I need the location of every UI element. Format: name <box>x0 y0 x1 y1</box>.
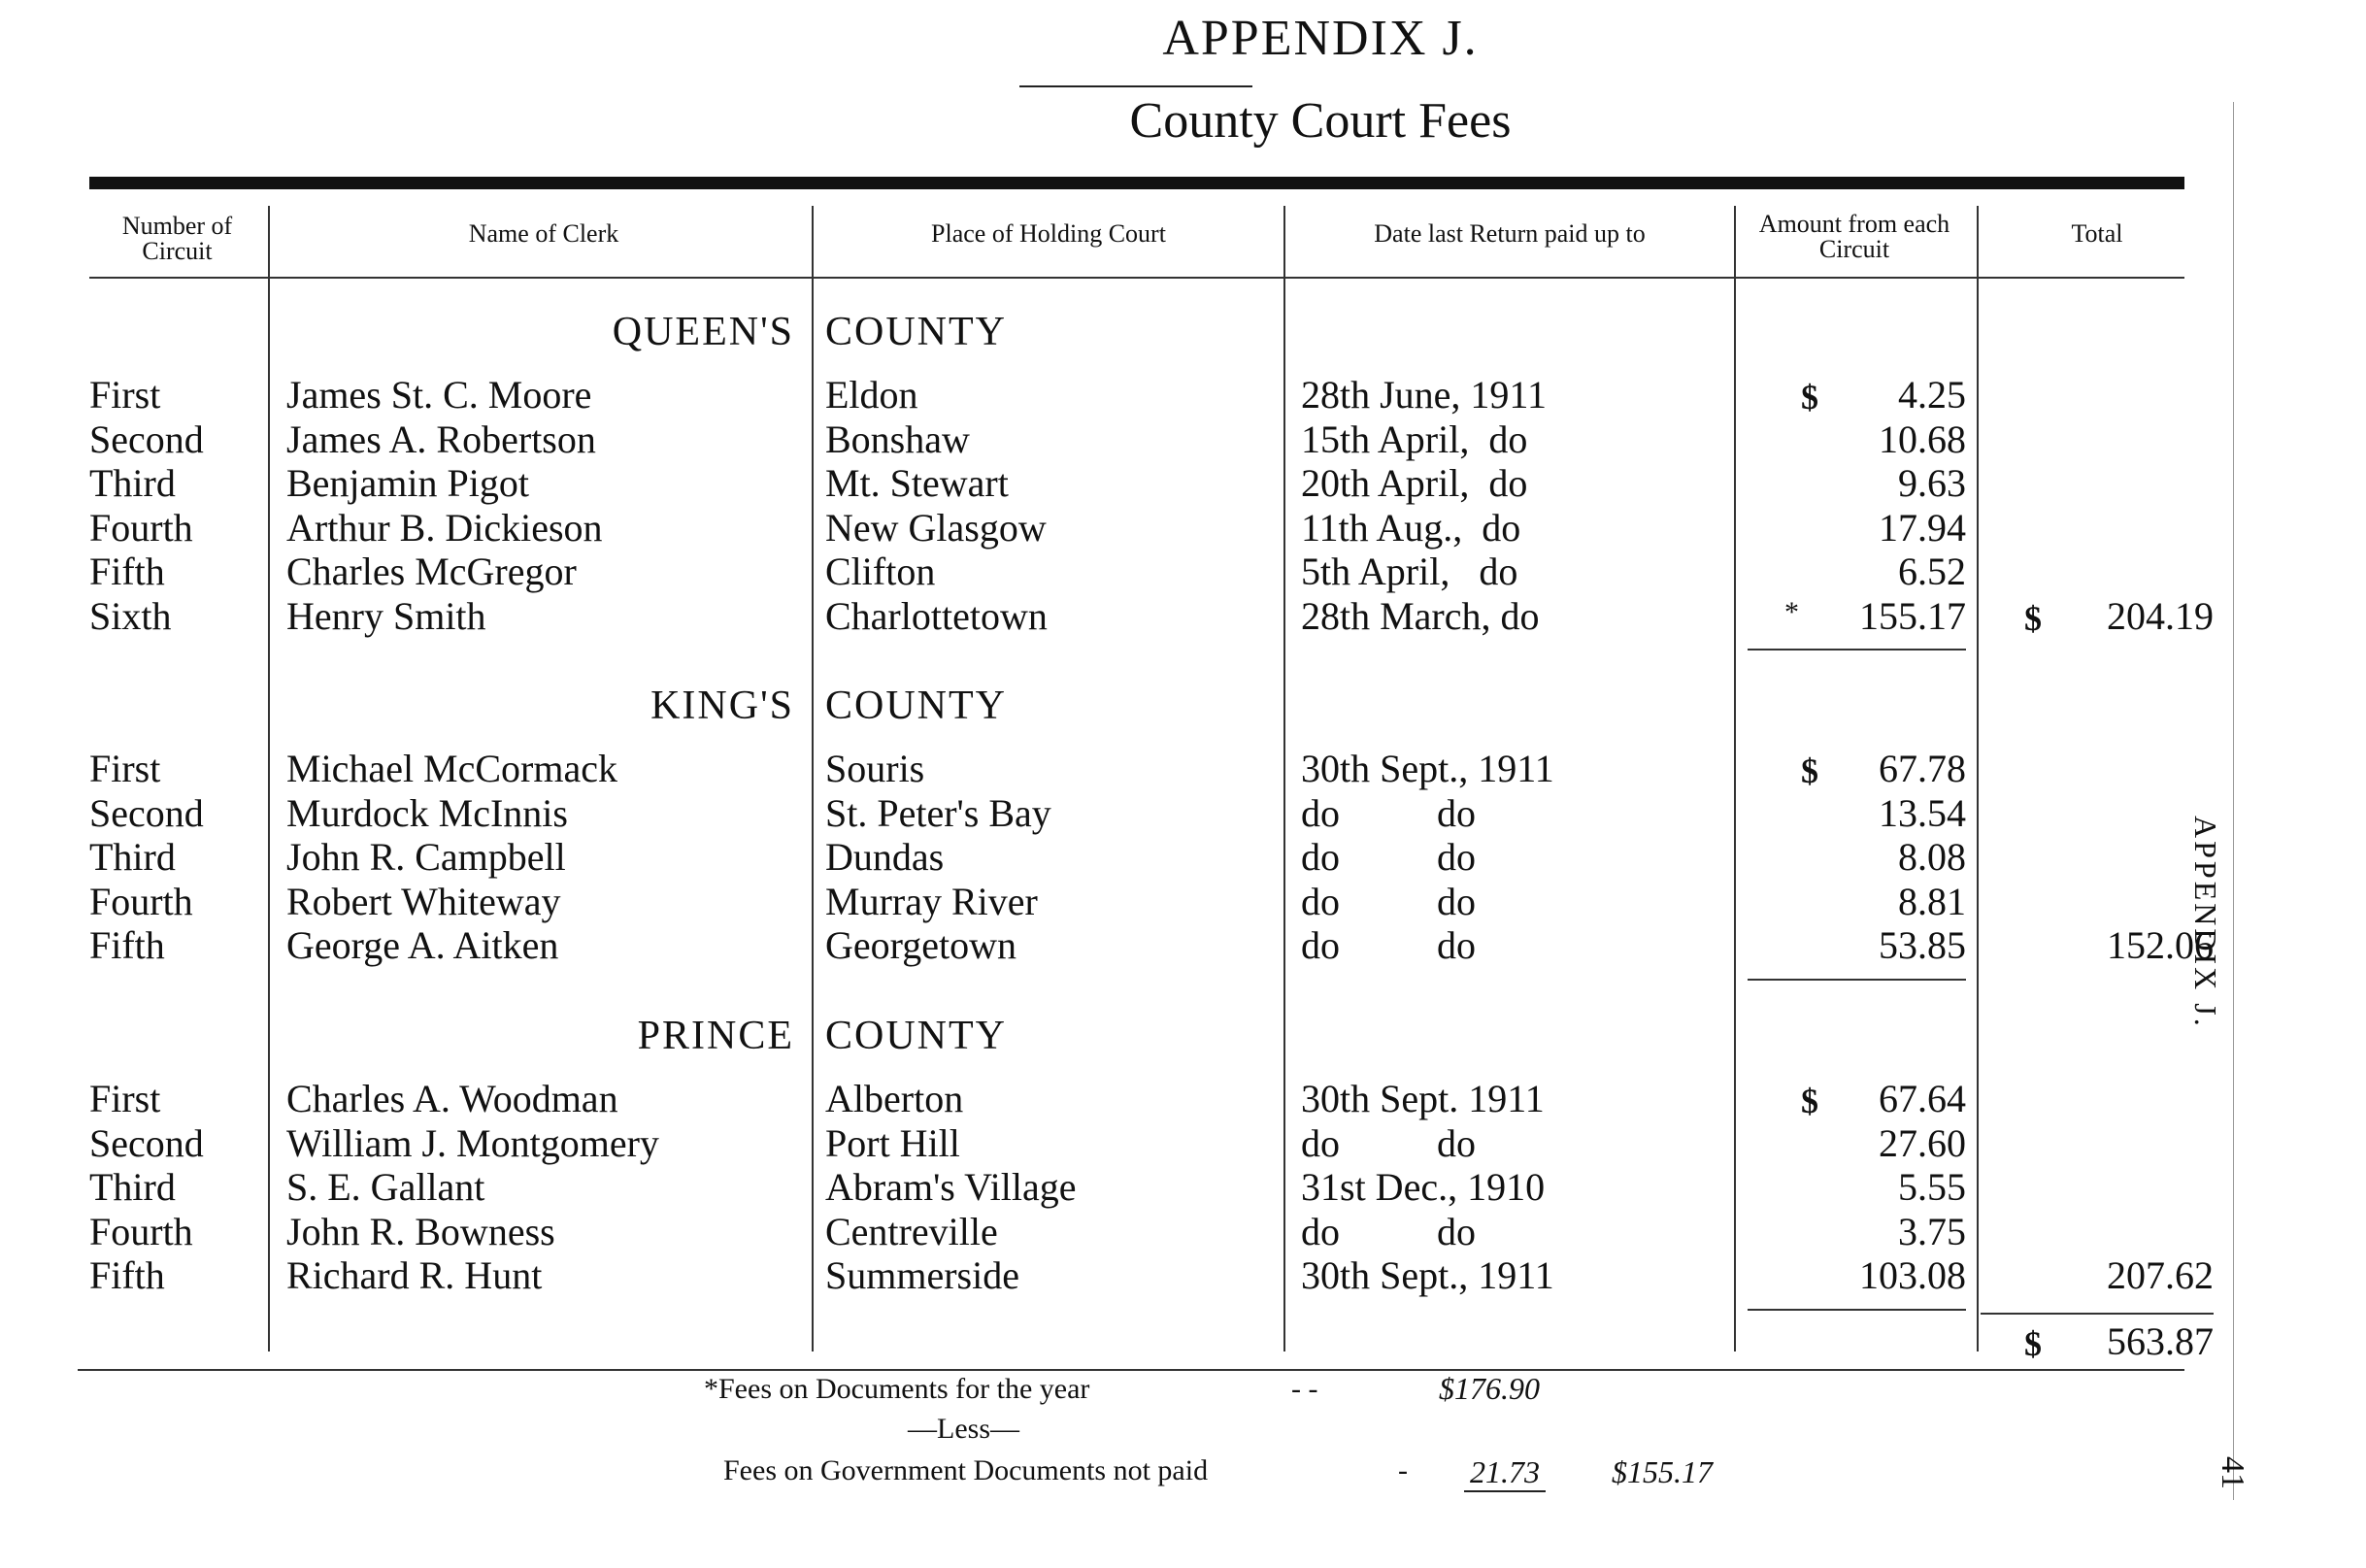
court-place: Abram's Village <box>825 1165 1077 1209</box>
court-place: Charlottetown <box>825 593 1048 638</box>
return-date: 31st Dec., 1910 <box>1301 1165 1546 1209</box>
county-heading-left: KING'S <box>650 684 794 728</box>
court-place: Alberton <box>825 1077 964 1120</box>
clerk-name: John R. Campbell <box>286 835 566 879</box>
circuit-number: Second <box>89 790 204 835</box>
footnote-govt-value: 21.73 <box>1464 1454 1546 1492</box>
column-divider <box>268 206 270 1351</box>
return-date: 28th June, 1911 <box>1301 373 1547 417</box>
page-subtitle: County Court Fees <box>1129 93 1512 149</box>
county-total: 204.19 <box>2107 593 2214 638</box>
clerk-name: Charles A. Woodman <box>286 1077 618 1120</box>
page-title: APPENDIX J. <box>1162 11 1479 66</box>
clerk-name: Henry Smith <box>286 593 486 638</box>
footnote-fees-label: *Fees on Documents for the year <box>704 1373 1090 1405</box>
clerk-name: Benjamin Pigot <box>286 461 529 505</box>
total-dollar-sign: $ <box>2024 598 2042 638</box>
footnote-result: $155.17 <box>1612 1454 1713 1489</box>
circuit-number: Fifth <box>89 1253 165 1297</box>
footnote-dash: - <box>1398 1454 1408 1486</box>
circuit-amount: 8.08 <box>1898 835 1966 879</box>
return-date: do do <box>1301 790 1476 835</box>
clerk-name: Richard R. Hunt <box>286 1253 543 1297</box>
circuit-amount: 5.55 <box>1898 1165 1966 1209</box>
circuit-amount: 27.60 <box>1879 1120 1966 1165</box>
return-date: 30th Sept., 1911 <box>1301 747 1554 790</box>
title-divider <box>1019 85 1252 87</box>
circuit-number: Fourth <box>89 505 193 550</box>
circuit-number: Second <box>89 1120 204 1165</box>
amount-dollar-sign: $ <box>1801 751 1818 790</box>
court-place: Murray River <box>825 879 1038 923</box>
circuit-number: Fourth <box>89 1209 193 1253</box>
circuit-number: Second <box>89 417 204 461</box>
court-place: Mt. Stewart <box>825 461 1009 505</box>
court-place: Eldon <box>825 373 918 417</box>
page-number: 41 <box>2215 1456 2250 1489</box>
return-date: 20th April, do <box>1301 461 1528 505</box>
column-divider <box>1283 206 1285 1351</box>
return-date: 30th Sept. 1911 <box>1301 1077 1545 1120</box>
clerk-name: James A. Robertson <box>286 417 596 461</box>
column-divider <box>1977 206 1979 1351</box>
return-date: 5th April, do <box>1301 550 1518 593</box>
circuit-amount: 4.25 <box>1898 373 1966 417</box>
footnote-less: —Less— <box>908 1413 1019 1445</box>
circuit-amount: 8.81 <box>1898 879 1966 923</box>
table-top-rule <box>89 177 2184 189</box>
county-heading-left: QUEEN'S <box>612 310 794 354</box>
circuit-amount: 10.68 <box>1879 417 1966 461</box>
side-running-head: APPENDIX J. <box>2188 816 2223 1029</box>
court-place: Georgetown <box>825 923 1016 967</box>
circuit-number: First <box>89 747 161 790</box>
grand-total-dollar: $ <box>2024 1324 2042 1363</box>
court-place: Bonshaw <box>825 417 970 461</box>
clerk-name: Charles McGregor <box>286 550 577 593</box>
court-place: Clifton <box>825 550 936 593</box>
column-header-date: Date last Return paid up to <box>1374 219 1646 248</box>
column-header-amount: Amount from each Circuit <box>1758 210 1950 263</box>
return-date: do do <box>1301 1209 1476 1253</box>
court-place: Port Hill <box>825 1120 960 1165</box>
clerk-name: Arthur B. Dickieson <box>286 505 603 550</box>
circuit-number: First <box>89 1077 161 1120</box>
amount-dollar-sign: $ <box>1801 378 1818 417</box>
column-header-total: Total <box>2071 219 2123 248</box>
circuit-amount: 67.78 <box>1879 747 1966 790</box>
return-date: 30th Sept., 1911 <box>1301 1253 1554 1297</box>
header-bottom-rule <box>89 277 2184 279</box>
circuit-amount: 9.63 <box>1898 461 1966 505</box>
clerk-name: John R. Bowness <box>286 1209 555 1253</box>
clerk-name: Robert Whiteway <box>286 879 561 923</box>
county-heading-right: COUNTY <box>825 684 1007 728</box>
circuit-number: Third <box>89 835 176 879</box>
court-place: Dundas <box>825 835 945 879</box>
county-heading-right: COUNTY <box>825 1014 1007 1058</box>
column-header-clerk: Name of Clerk <box>468 219 619 248</box>
circuit-number: Fifth <box>89 550 165 593</box>
circuit-amount: 13.54 <box>1879 790 1966 835</box>
circuit-amount: 6.52 <box>1898 550 1966 593</box>
clerk-name: William J. Montgomery <box>286 1120 659 1165</box>
amount-dollar-sign: $ <box>1801 1082 1818 1120</box>
grand-total-rule <box>1981 1313 2214 1315</box>
footnote-fees-value: $176.90 <box>1439 1371 1540 1406</box>
county-total: 152.06 <box>2107 923 2214 967</box>
column-header-circuit: Number of Circuit <box>121 212 233 265</box>
county-heading-left: PRINCE <box>637 1014 794 1058</box>
court-place: Centreville <box>825 1209 998 1253</box>
circuit-number: Fourth <box>89 879 193 923</box>
circuit-amount: 155.17 <box>1859 593 1966 638</box>
clerk-name: George A. Aitken <box>286 923 559 967</box>
return-date: do do <box>1301 923 1476 967</box>
column-header-place: Place of Holding Court <box>931 219 1166 248</box>
circuit-number: Third <box>89 1165 176 1209</box>
return-date: do do <box>1301 1120 1476 1165</box>
circuit-number: Fifth <box>89 923 165 967</box>
subtotal-rule <box>1748 979 1966 981</box>
court-place: St. Peter's Bay <box>825 790 1051 835</box>
return-date: do do <box>1301 879 1476 923</box>
return-date: 11th Aug., do <box>1301 505 1521 550</box>
subtotal-rule <box>1748 649 1966 651</box>
county-total: 207.62 <box>2107 1253 2214 1297</box>
return-date: do do <box>1301 835 1476 879</box>
circuit-number: Sixth <box>89 593 172 638</box>
amount-footnote-star: * <box>1784 595 1799 628</box>
clerk-name: Michael McCormack <box>286 747 617 790</box>
circuit-number: First <box>89 373 161 417</box>
table-bottom-rule <box>78 1369 2184 1371</box>
column-divider <box>1734 206 1736 1351</box>
circuit-amount: 53.85 <box>1879 923 1966 967</box>
grand-total-value: 563.87 <box>2107 1319 2214 1363</box>
court-place: Souris <box>825 747 925 790</box>
footnote-dashes: - - <box>1291 1373 1318 1405</box>
footnote-govt-label: Fees on Government Documents not paid <box>723 1454 1209 1486</box>
column-divider <box>812 206 814 1351</box>
circuit-number: Third <box>89 461 176 505</box>
return-date: 28th March, do <box>1301 593 1540 638</box>
court-place: Summerside <box>825 1253 1019 1297</box>
circuit-amount: 67.64 <box>1879 1077 1966 1120</box>
county-heading-right: COUNTY <box>825 310 1007 354</box>
circuit-amount: 103.08 <box>1859 1253 1966 1297</box>
circuit-amount: 3.75 <box>1898 1209 1966 1253</box>
circuit-amount: 17.94 <box>1879 505 1966 550</box>
clerk-name: Murdock McInnis <box>286 790 568 835</box>
court-place: New Glasgow <box>825 505 1047 550</box>
clerk-name: S. E. Gallant <box>286 1165 485 1209</box>
clerk-name: James St. C. Moore <box>286 373 592 417</box>
page-edge-line <box>2233 102 2234 1500</box>
subtotal-rule <box>1748 1309 1966 1311</box>
return-date: 15th April, do <box>1301 417 1528 461</box>
